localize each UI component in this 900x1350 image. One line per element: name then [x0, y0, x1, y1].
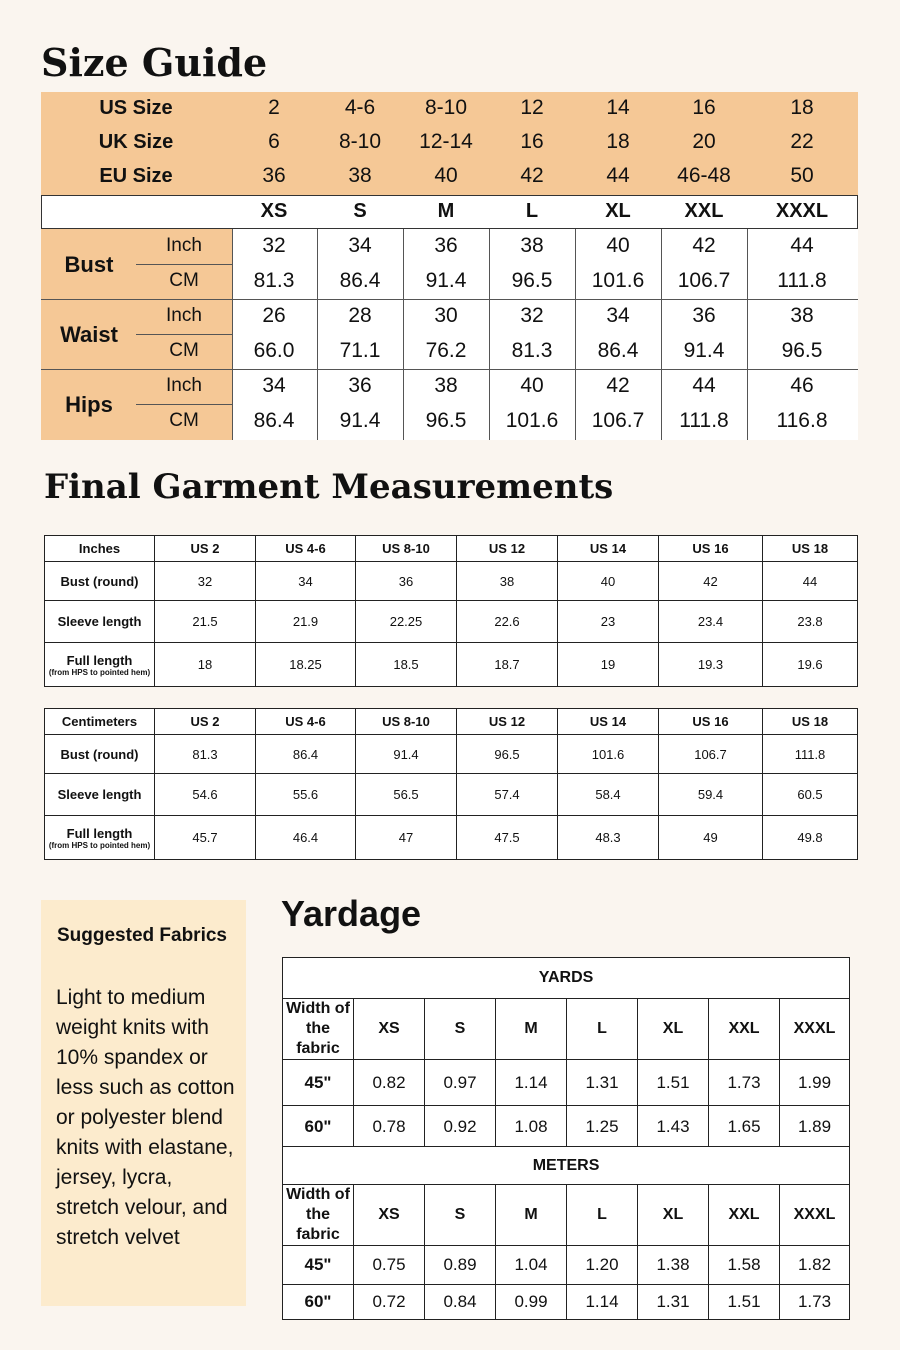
yardage-value: 0.99 [496, 1285, 567, 1320]
size-value: 38 [348, 164, 372, 187]
yardage-size-header: XXXL [780, 999, 850, 1060]
size-value: 46-48 [677, 164, 731, 187]
measurement-value: 60.5 [763, 774, 858, 816]
yardage-size-header: XL [638, 1185, 709, 1246]
yardage-value: 1.14 [567, 1285, 638, 1320]
cm-value: 106.7 [677, 269, 731, 292]
cm-value: 101.6 [591, 269, 645, 292]
yardage-title: Yardage [281, 893, 422, 934]
size-value: 8-10 [338, 130, 382, 153]
measurement-label [45, 601, 155, 643]
yardage-value: 1.08 [496, 1106, 567, 1149]
unit-divider [136, 264, 232, 265]
measurement-value: 57.4 [457, 774, 558, 816]
measurement-value: 34 [256, 562, 356, 601]
measurement-value: 59.4 [659, 774, 763, 816]
measurement-value: 111.8 [763, 735, 858, 774]
unit-inch: Inch [166, 305, 202, 326]
measurement-label [45, 774, 155, 816]
yardage-size-header: S [425, 999, 496, 1060]
cm-value: 86.4 [597, 339, 639, 362]
measurement-value: 46.4 [256, 816, 356, 860]
inch-value: 42 [606, 374, 630, 397]
inch-value: 40 [606, 234, 630, 257]
cm-value: 86.4 [339, 269, 381, 292]
column-divider [489, 229, 490, 440]
measurement-value: 18 [155, 643, 256, 687]
measurement-value: 38 [457, 562, 558, 601]
cm-value: 81.3 [511, 339, 553, 362]
cm-value: 71.1 [339, 339, 381, 362]
size-value: 50 [790, 164, 814, 187]
inch-value: 38 [434, 374, 458, 397]
measurement-value: 47 [356, 816, 457, 860]
yardage-size-header: XXL [709, 999, 780, 1060]
inch-value: 30 [434, 304, 458, 327]
measurement-label-text: Full length [66, 825, 133, 841]
letter-size: M [437, 200, 455, 222]
cm-value: 91.4 [683, 339, 725, 362]
cm-value: 111.8 [679, 409, 729, 432]
inch-value: 36 [434, 234, 458, 257]
group-divider [41, 369, 858, 370]
measurement-value: 18.25 [256, 643, 356, 687]
unit-header: Inches [45, 536, 155, 562]
inch-value: 34 [348, 234, 372, 257]
measurement-value: 86.4 [256, 735, 356, 774]
yardage-value: 1.38 [638, 1246, 709, 1285]
width-label-line: Width of [286, 1186, 350, 1203]
measurement-value: 19.6 [763, 643, 858, 687]
cm-value: 111.8 [777, 269, 827, 292]
yardage-value: 1.51 [638, 1060, 709, 1106]
measurement-name: Hips [65, 392, 113, 417]
yardage-value: 0.97 [425, 1060, 496, 1106]
yardage-value: 1.31 [638, 1285, 709, 1320]
measurement-value: 18.7 [457, 643, 558, 687]
measurement-label [45, 643, 155, 687]
measurement-value: 18.5 [356, 643, 457, 687]
size-value: 40 [434, 164, 458, 187]
column-divider [232, 229, 233, 440]
measurement-value: 96.5 [457, 735, 558, 774]
cm-value: 76.2 [425, 339, 467, 362]
yardage-table [282, 957, 850, 1149]
yardage-caption: METERS [283, 1147, 850, 1185]
size-value: 6 [268, 130, 280, 153]
inch-value: 26 [262, 304, 286, 327]
size-header: US 4-6 [256, 536, 356, 562]
measurement-label [45, 816, 155, 860]
measurement-value: 21.9 [256, 601, 356, 643]
cm-value: 96.5 [425, 409, 467, 432]
inch-value: 46 [790, 374, 814, 397]
unit-inch: Inch [166, 235, 202, 256]
measurement-value: 21.5 [155, 601, 256, 643]
column-divider [317, 229, 318, 440]
cm-value: 81.3 [253, 269, 295, 292]
size-value: 18 [606, 130, 630, 153]
yardage-size-header: L [567, 1185, 638, 1246]
inch-value: 44 [692, 374, 716, 397]
yardage-value: 1.20 [567, 1246, 638, 1285]
fabric-width: 45" [283, 1246, 354, 1285]
cm-value: 96.5 [781, 339, 823, 362]
size-header: US 2 [155, 709, 256, 735]
fabric-width: 60" [283, 1285, 354, 1320]
cm-value: 106.7 [591, 409, 645, 432]
yardage-size-header: XS [354, 1185, 425, 1246]
size-header: US 12 [457, 536, 558, 562]
width-label-line: the fabric [296, 1020, 340, 1057]
size-value: 16 [520, 130, 544, 153]
size-value: 12 [520, 96, 544, 119]
column-divider [661, 229, 662, 440]
measurement-value: 23.4 [659, 601, 763, 643]
measurement-value: 22.6 [457, 601, 558, 643]
measurement-value: 47.5 [457, 816, 558, 860]
yardage-value: 1.04 [496, 1246, 567, 1285]
suggested-fabrics-text: Light to medium weight knits with 10% spandex or less such as cotton or polyester blend knits with elastane, jersey, lycra, stretch velour, and stretch velvet [56, 986, 235, 1249]
measurement-value: 106.7 [659, 735, 763, 774]
size-value: 44 [606, 164, 630, 187]
yardage-value: 0.82 [354, 1060, 425, 1106]
size-guide-table [0, 0, 900, 460]
letter-size: XXL [684, 200, 724, 222]
cm-value: 96.5 [511, 269, 553, 292]
inch-value: 44 [790, 234, 814, 257]
cm-value: 116.8 [776, 409, 828, 432]
inch-value: 32 [520, 304, 544, 327]
width-label-line: the fabric [296, 1206, 340, 1243]
size-value: 36 [262, 164, 286, 187]
unit-cm: CM [169, 340, 199, 361]
yardage-size-header: M [496, 999, 567, 1060]
yardage-value: 1.31 [567, 1060, 638, 1106]
yardage-value: 1.58 [709, 1246, 780, 1285]
yardage-size-header: S [425, 1185, 496, 1246]
unit-header: Centimeters [45, 709, 155, 735]
measurement-label-text: Bust (round) [60, 746, 139, 762]
column-divider [403, 229, 404, 440]
size-header: US 16 [659, 709, 763, 735]
yardage-value: 0.78 [354, 1106, 425, 1149]
size-system-label: EU Size [99, 165, 173, 187]
size-value: 14 [606, 96, 630, 119]
width-label-line: Width of [286, 1000, 350, 1017]
measurement-value: 58.4 [558, 774, 659, 816]
unit-inch: Inch [166, 375, 202, 396]
measurement-value: 44 [763, 562, 858, 601]
measurement-value: 19 [558, 643, 659, 687]
inch-value: 32 [262, 234, 286, 257]
yardage-value: 1.14 [496, 1060, 567, 1106]
measurement-value: 49 [659, 816, 763, 860]
yardage-value: 1.51 [709, 1285, 780, 1320]
cm-value: 101.6 [505, 409, 559, 432]
inch-value: 28 [348, 304, 372, 327]
letter-size: S [353, 200, 367, 222]
yardage-value: 1.65 [709, 1106, 780, 1149]
width-of-fabric-label [283, 999, 354, 1060]
measurement-label [45, 562, 155, 601]
yardage-size-header: L [567, 999, 638, 1060]
measurement-label-text: Bust (round) [60, 573, 139, 589]
measurement-name: Bust [64, 252, 114, 277]
size-header: US 2 [155, 536, 256, 562]
letter-size: L [525, 200, 539, 222]
measurement-label-text: Full length [66, 652, 133, 668]
size-header: US 8-10 [356, 536, 457, 562]
measurement-table [44, 535, 858, 687]
measurement-label-text: Sleeve length [57, 787, 142, 802]
letter-size: XS [260, 200, 288, 222]
measurement-value: 23 [558, 601, 659, 643]
size-value: 18 [790, 96, 814, 119]
yardage-value: 1.89 [780, 1106, 850, 1149]
size-value: 2 [268, 96, 280, 119]
measurement-value: 91.4 [356, 735, 457, 774]
size-value: 4-6 [344, 96, 376, 119]
measurement-value: 55.6 [256, 774, 356, 816]
measurement-value: 22.25 [356, 601, 457, 643]
inch-value: 34 [262, 374, 286, 397]
measurement-name: Waist [60, 322, 118, 347]
yardage-value: 1.25 [567, 1106, 638, 1149]
size-value: 8-10 [424, 96, 468, 119]
size-header: US 18 [763, 709, 858, 735]
letter-size: XXXL [775, 200, 829, 222]
yardage-caption: YARDS [283, 958, 850, 999]
size-header: US 8-10 [356, 709, 457, 735]
size-header: US 14 [558, 709, 659, 735]
measurement-value: 40 [558, 562, 659, 601]
measurement-value: 49.8 [763, 816, 858, 860]
yardage-value: 0.72 [354, 1285, 425, 1320]
measurement-table [44, 708, 858, 860]
yardage-value: 0.92 [425, 1106, 496, 1149]
measurement-value: 23.8 [763, 601, 858, 643]
size-header: US 18 [763, 536, 858, 562]
measurement-value: 56.5 [356, 774, 457, 816]
suggested-fabrics-title: Suggested Fabrics [57, 925, 227, 946]
size-system-label: US Size [99, 97, 173, 119]
unit-divider [136, 334, 232, 335]
measurement-value: 48.3 [558, 816, 659, 860]
inch-value: 38 [790, 304, 814, 327]
inch-value: 36 [348, 374, 372, 397]
size-value: 20 [692, 130, 716, 153]
yardage-value: 1.43 [638, 1106, 709, 1149]
group-divider [41, 299, 858, 300]
measurement-value: 32 [155, 562, 256, 601]
cm-value: 91.4 [339, 409, 381, 432]
inch-value: 38 [520, 234, 544, 257]
yardage-size-header: XXXL [780, 1185, 850, 1246]
size-value: 16 [692, 96, 716, 119]
yardage-value: 0.84 [425, 1285, 496, 1320]
unit-cm: CM [169, 270, 199, 291]
size-guide-title: Size Guide [41, 40, 268, 85]
unit-divider [136, 404, 232, 405]
fabric-width: 60" [283, 1106, 354, 1149]
yardage-value: 1.73 [709, 1060, 780, 1106]
cm-value: 66.0 [253, 339, 295, 362]
size-header: US 4-6 [256, 709, 356, 735]
fabric-width: 45" [283, 1060, 354, 1106]
column-divider [747, 229, 748, 440]
measurement-value: 45.7 [155, 816, 256, 860]
cm-value: 86.4 [253, 409, 295, 432]
yardage-table [282, 1146, 850, 1320]
yardage-value: 0.89 [425, 1246, 496, 1285]
measurement-sublabel: (from HPS to pointed hem) [48, 667, 151, 677]
yardage-value: 0.75 [354, 1246, 425, 1285]
measurement-value: 36 [356, 562, 457, 601]
column-divider [575, 229, 576, 440]
measurement-value: 19.3 [659, 643, 763, 687]
measurement-label-text: Sleeve length [57, 614, 142, 629]
unit-cm: CM [169, 410, 199, 431]
size-header: US 12 [457, 709, 558, 735]
measurement-sublabel: (from HPS to pointed hem) [48, 840, 151, 850]
width-of-fabric-label [283, 1185, 354, 1246]
yardage-size-header: XXL [709, 1185, 780, 1246]
cm-value: 91.4 [425, 269, 467, 292]
measurement-label [45, 735, 155, 774]
yardage-size-header: XL [638, 999, 709, 1060]
measurement-value: 81.3 [155, 735, 256, 774]
measurement-value: 42 [659, 562, 763, 601]
inch-value: 36 [692, 304, 716, 327]
final-garment-title: Final Garment Measurements [44, 467, 614, 507]
inch-value: 34 [606, 304, 630, 327]
size-header: US 14 [558, 536, 659, 562]
measurement-value: 54.6 [155, 774, 256, 816]
size-value: 22 [790, 130, 814, 153]
size-value: 12-14 [419, 130, 473, 153]
size-system-label: UK Size [98, 131, 174, 153]
yardage-size-header: XS [354, 999, 425, 1060]
letter-size: XL [605, 200, 631, 222]
size-header: US 16 [659, 536, 763, 562]
yardage-value: 1.73 [780, 1285, 850, 1320]
inch-value: 40 [520, 374, 544, 397]
size-value: 42 [520, 164, 544, 187]
inch-value: 42 [692, 234, 716, 257]
yardage-value: 1.82 [780, 1246, 850, 1285]
measurement-value: 101.6 [558, 735, 659, 774]
yardage-value: 1.99 [780, 1060, 850, 1106]
yardage-size-header: M [496, 1185, 567, 1246]
